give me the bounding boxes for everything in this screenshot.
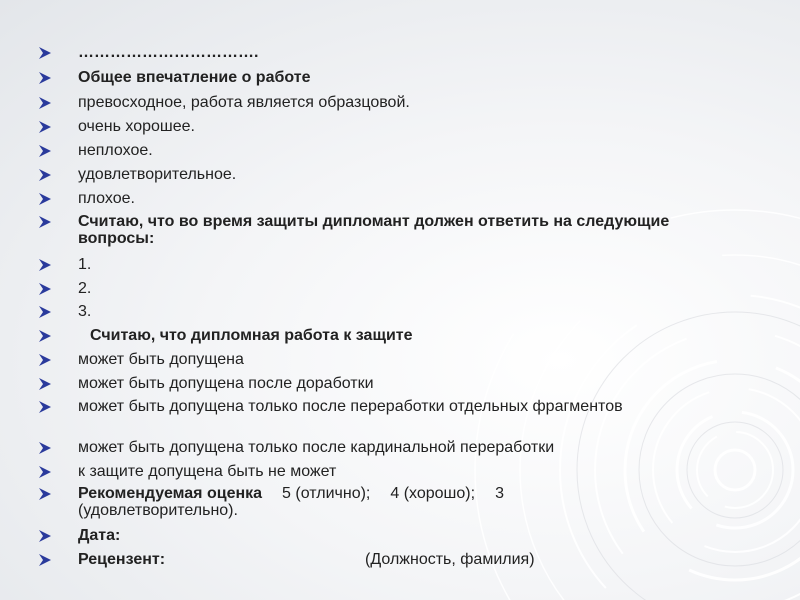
arrow-bullet-icon xyxy=(38,257,52,273)
arrow-bullet-icon xyxy=(38,528,52,544)
arrow-bullet-icon xyxy=(38,328,52,344)
arrow-bullet-icon xyxy=(38,143,52,159)
arrow-bullet-icon xyxy=(38,440,52,456)
arrow-bullet-icon xyxy=(38,119,52,135)
grade-text xyxy=(78,486,638,519)
reviewer-label: Рецензент: xyxy=(78,551,166,568)
arrow-bullet-icon xyxy=(38,167,52,183)
arrow-bullet-icon xyxy=(38,191,52,207)
arrow-bullet-icon xyxy=(38,464,52,480)
grade-option-5: 5 (отлично); xyxy=(282,485,371,502)
arrow-bullet-icon xyxy=(38,304,52,320)
arrow-bullet-icon xyxy=(38,45,52,61)
date-label: Дата: xyxy=(78,527,121,544)
arrow-bullet-icon xyxy=(38,376,52,392)
arrow-bullet-icon xyxy=(38,70,52,86)
arrow-bullet-icon xyxy=(38,552,52,568)
arrow-bullet-icon xyxy=(38,352,52,368)
grade-option-4: 4 (хорошо); xyxy=(390,485,476,502)
arrow-bullet-icon xyxy=(38,214,52,230)
arrow-bullet-icon xyxy=(38,281,52,297)
arrow-bullet-icon xyxy=(38,486,52,502)
grade-option-3: 3 (удовлетворительно). xyxy=(78,485,504,519)
reviewer-placeholder: (Должность, фамилия) xyxy=(365,551,535,568)
grade-label: Рекомендуемая оценка xyxy=(78,485,263,502)
arrow-bullet-icon xyxy=(38,95,52,111)
arrow-bullet-icon xyxy=(38,399,52,415)
slide-content: ……………………………. Общее впечатление о работе превосходное, работа является образцовой. очень хорошее. неплохое. удовлетворительное. плохое. Считаю, что во время защиты дипломант должен ответить на следующие вопросы: 1. 2. 3. Считаю, что дипломная работа к защите может быть допущена может быть допущена после доработки может быть допущена только после переработки отдельных фрагментов может быть допущена только после кардинальной переработки к защите допущена быть не может Рекомендуемая оценка 5 (отлично); 4 (хорошо); 3 (удовлетворительно). Дата: Рецензент: (Должность, фамилия) xyxy=(0,0,800,600)
